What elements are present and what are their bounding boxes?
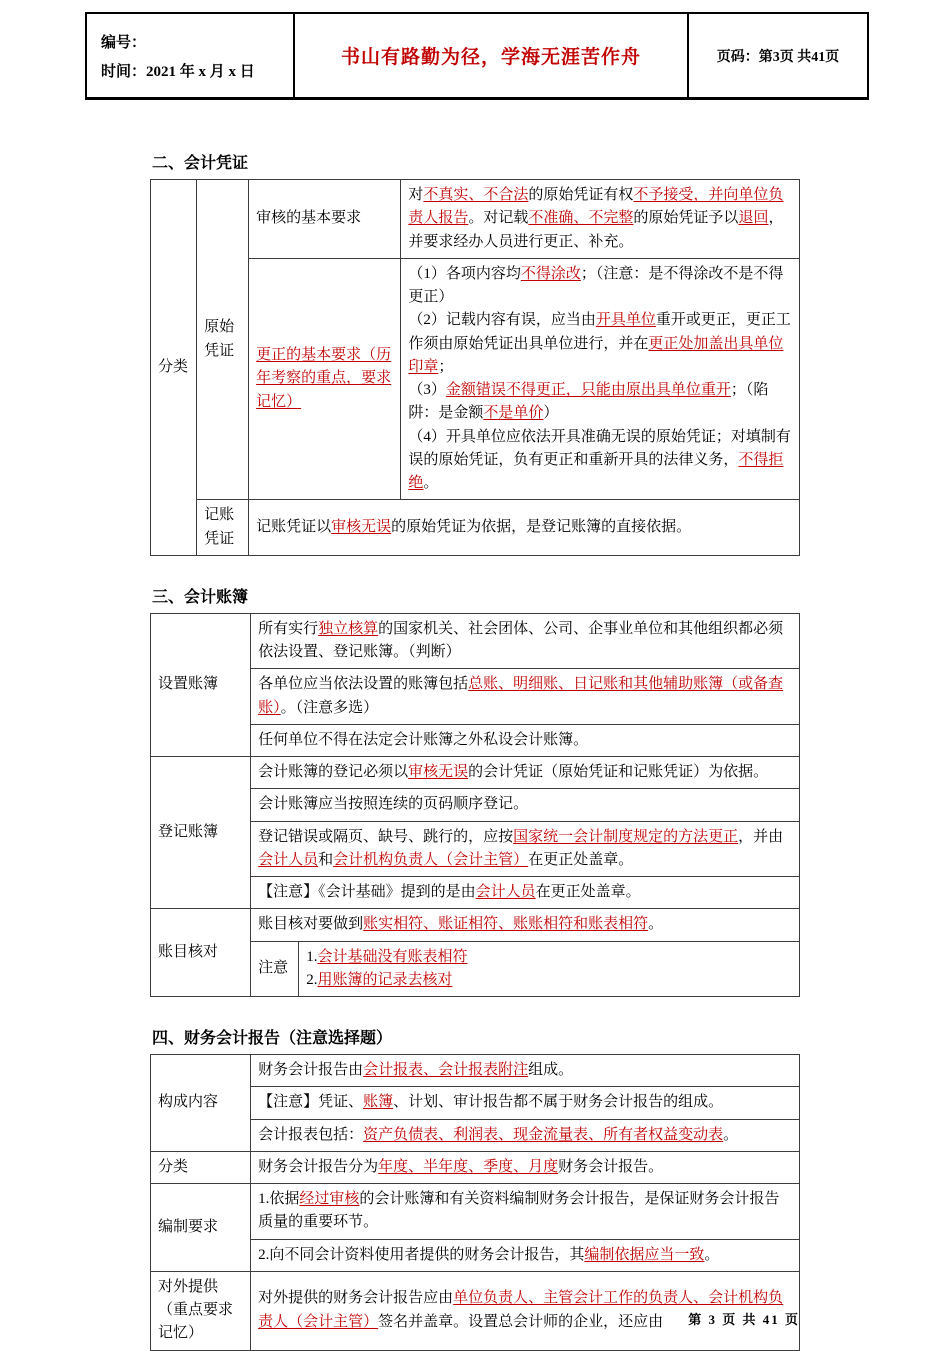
row-label-cell: 分类 (151, 180, 197, 556)
row-label-cell: 记账凭证 (197, 500, 249, 556)
content-cell: 会计报表包括：资产负债表、利润表、现金流量表、所有者权益变动表。 (251, 1119, 800, 1151)
content-cell: 会计账簿应当按照连续的页码顺序登记。 (251, 789, 800, 821)
highlighted-text: 年度、半年度、季度、月度 (378, 1158, 559, 1175)
highlighted-text: 审核无误 (408, 764, 469, 780)
highlighted-text: 金额错误不得更正，只能由原出具单位重开 (445, 382, 731, 398)
accounting-vouchers-table (150, 179, 800, 556)
footer-page-number: 第 3 页 共 41 页 (688, 1312, 800, 1327)
header-motto: 书山有路勤为径，学海无涯苦作舟 (295, 14, 689, 97)
highlighted-text: 单位负责人、主管会计工作的负责人、会计机构负责人（会计主管） (258, 1290, 784, 1330)
table-row (151, 258, 800, 500)
highlighted-text: 不得涂改 (520, 265, 581, 282)
highlighted-text: 账簿 (363, 1094, 394, 1111)
highlighted-text: 会计机构负责人（会计主管） (333, 851, 529, 868)
doc-number-label: 编号： (101, 34, 147, 51)
content-cell: 财务会计报告由会计报表、会计报表附注组成。 (251, 1055, 800, 1087)
section-title-accounting-vouchers: 二、会计凭证 (152, 155, 249, 172)
sub-label-cell: 注意 (251, 941, 299, 997)
financial-reports-table (150, 1054, 800, 1351)
content-cell: 【注意】凭证、账簿、计划、审计报告都不属于财务会计报告的组成。 (251, 1087, 800, 1119)
content-cell: 任何单位不得在法定会计账簿之外私设会计账簿。 (251, 724, 800, 756)
content-cell: 记账凭证以审核无误的原始凭证为依据，是登记账簿的直接依据。 (249, 500, 800, 556)
highlighted-text: 国家统一会计制度规定的方法更正 (513, 828, 739, 845)
table-row (151, 909, 800, 941)
highlighted-text: 会计报表、会计报表附注 (363, 1062, 529, 1078)
header-meta (87, 14, 295, 97)
highlighted-text: 会计人员 (258, 851, 319, 868)
content-cell: 各单位应当依法设置的账簿包括总账、明细账、日记账和其他辅助账簿（或备查账）。（注意多选） (251, 669, 800, 725)
highlighted-text: 审核无误 (331, 518, 392, 535)
row-label-cell: 分类 (151, 1151, 251, 1183)
table-row (151, 757, 800, 789)
accounting-books-table (150, 613, 800, 997)
content-cell: 对不真实、不合法的原始凭证有权不予接受，并向单位负责人报告。对记载不准确、不完整的原始凭证予以退回，并要求经办人员进行更正、补充。 (401, 180, 800, 259)
highlighted-text: 经过审核 (299, 1191, 360, 1207)
page-header (85, 12, 869, 100)
content-cell: 对外提供的财务会计报告应由单位负责人、主管会计工作的负责人、会计机构负责人（会计主管）签名并盖章。设置总会计师的企业，还应由 (251, 1271, 800, 1350)
row-label-cell: 账目核对 (151, 909, 251, 997)
highlighted-text: 更正处加盖出具单位印章 (408, 335, 784, 375)
highlighted-text: 独立核算 (318, 620, 379, 637)
row-label-cell: 设置账簿 (151, 613, 251, 756)
content-cell: 会计账簿的登记必须以审核无误的会计凭证（原始凭证和记账凭证）为依据。 (251, 757, 800, 789)
highlighted-text: 更正的基本要求（历年考察的重点，要求记忆） (256, 347, 392, 410)
row-label-cell: 登记账簿 (151, 757, 251, 909)
highlighted-text: 用账簿的记录去核对 (317, 971, 453, 988)
highlighted-text: 账实相符、账证相符、账账相符和账表相符 (363, 916, 649, 933)
content-cell: 2.向不同会计资料使用者提供的财务会计报告，其编制依据应当一致。 (251, 1239, 800, 1271)
content-cell: 所有实行独立核算的国家机关、社会团体、公司、企事业单位和其他组织都必须依法设置、登记账簿。（判断） (251, 613, 800, 669)
highlighted-text: 开具单位 (595, 312, 656, 329)
header-page-label: 页码：第3页 共41页 (716, 49, 840, 65)
highlighted-text: 退回 (738, 210, 769, 227)
content-cell: 【注意】《会计基础》提到的是由会计人员在更正处盖章。 (251, 877, 800, 909)
highlighted-text: 会计基础没有账表相符 (317, 948, 468, 965)
content-cell: 1.依据经过审核的会计账簿和有关资料编制财务会计报告，是保证财务会计报告质量的重要环节。 (251, 1184, 800, 1240)
section-title-financial-reports: 四、财务会计报告（注意选择题） (152, 1030, 393, 1047)
sub-label-cell (249, 258, 401, 500)
highlighted-text: 资产负债表、利润表、现金流量表、所有者权益变动表 (363, 1126, 724, 1143)
content-cell: 1.会计基础没有账表相符 2.用账簿的记录去核对 (299, 941, 800, 997)
table-row (151, 1055, 800, 1087)
doc-date-label: 时间：2021 年 x 月 x 日 (101, 63, 255, 80)
row-label-cell: 构成内容 (151, 1055, 251, 1152)
row-label-cell: 原始凭证 (197, 180, 249, 500)
highlighted-text: 总账、明细账、日记账和其他辅助账簿（或备查账） (258, 676, 784, 716)
table-row (151, 613, 800, 669)
table-row (151, 180, 800, 259)
table-row (151, 500, 800, 556)
highlighted-text: 编制依据应当一致 (584, 1246, 705, 1263)
table-row (151, 1184, 800, 1240)
highlighted-text: 不真实、不合法 (423, 187, 529, 203)
highlighted-text: 不得拒绝 (408, 451, 784, 491)
highlighted-text: 不准确、不完整 (528, 210, 634, 227)
highlighted-text: 会计人员 (475, 884, 536, 900)
table-row (151, 1151, 800, 1183)
highlighted-text: 不予接受，并向单位负责人报告 (408, 187, 784, 227)
content-cell: 登记错误或隔页、缺号、跳行的，应按国家统一会计制度规定的方法更正，并由会计人员和会计机构负责人（会计主管）在更正处盖章。 (251, 821, 800, 877)
content-cell: 账目核对要做到账实相符、账证相符、账账相符和账表相符。 (251, 909, 800, 941)
row-label-cell: 对外提供（重点要求记忆） (151, 1271, 251, 1350)
content-cell: （1）各项内容均不得涂改；（注意：是不得涂改不是不得更正） （2）记载内容有误，应当由开具单位重开或更正，更正工作须由原始凭证出具单位进行，并在更正处加盖出具单位印章； （3）金额错误不得更正，只能由原出具单位重开；（陷阱：是金额不是单价） （4）开具单位应依法开具准确无误的原始凭证；对填制有误的原始凭证，负有更正和重新开具的法律义务，不得拒绝。 (401, 258, 800, 500)
section-title-accounting-books: 三、会计账簿 (152, 588, 249, 606)
document-content (150, 150, 802, 1351)
content-cell: 财务会计报告分为年度、半年度、季度、月度财务会计报告。 (251, 1151, 800, 1183)
highlighted-text: 不是单价 (483, 405, 544, 422)
sub-label-cell: 审核的基本要求 (249, 180, 401, 259)
row-label-cell: 编制要求 (151, 1184, 251, 1272)
